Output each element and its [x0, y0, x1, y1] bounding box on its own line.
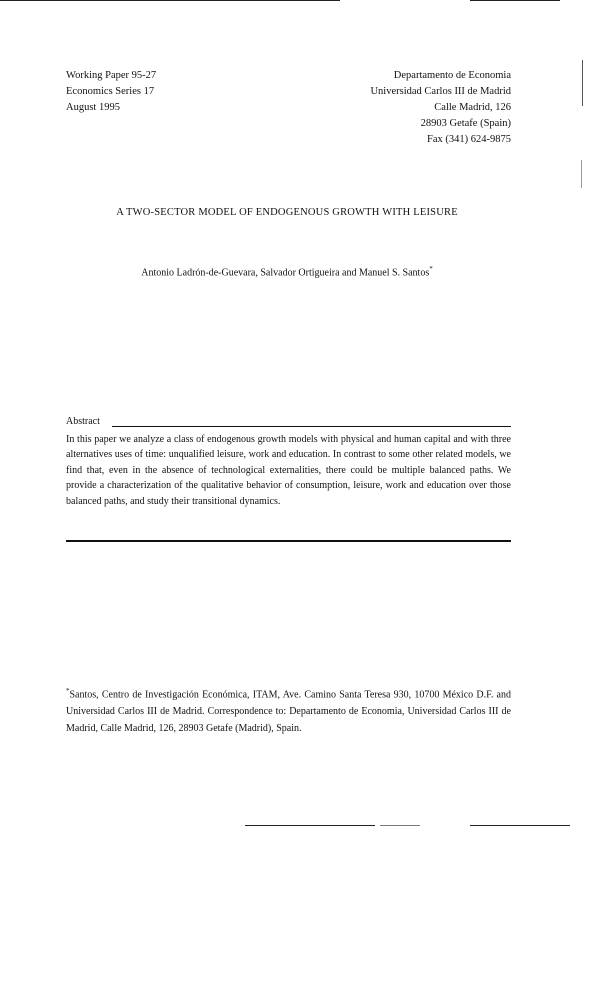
street-address: Calle Madrid, 126 — [434, 102, 511, 113]
abstract-header — [66, 416, 511, 430]
scan-artifact-top-line-right — [470, 0, 560, 1]
institution-address — [370, 68, 511, 148]
fax-number: Fax (341) 624-9875 — [427, 134, 511, 145]
author-footnote — [66, 683, 511, 737]
author-footnote-marker: * — [429, 265, 433, 273]
footnote-text: Santos, Centro de Investigación Económica, ITAM, Ave. Camino Santa Teresa 930, 10700 México D.F. and Universidad Carlos III de Madrid. Correspondence to: Departamento de Economia, Universidad Carlos III de Madrid, Calle Madrid, 126, 28903 Getafe (Madrid), Spain. — [66, 689, 511, 735]
footnote-marker: * — [66, 687, 70, 695]
working-paper-info — [66, 68, 156, 116]
scan-artifact-margin-mark — [582, 60, 583, 106]
department-name: Departamento de Economia — [393, 70, 511, 81]
city-address: 28903 Getafe (Spain) — [420, 118, 511, 129]
scan-artifact-bottom-line — [380, 825, 420, 826]
abstract-label: Abstract — [66, 416, 100, 427]
university-name: Universidad Carlos III de Madrid — [370, 86, 511, 97]
working-paper-number: Working Paper 95-27 — [66, 70, 157, 81]
economics-series: Economics Series 17 — [66, 86, 155, 97]
author-list — [0, 265, 574, 278]
scan-artifact-top-line — [0, 0, 340, 1]
paper-title: A TWO-SECTOR MODEL OF ENDOGENOUS GROWTH WITH LEISURE — [116, 207, 458, 218]
scan-artifact-margin-mark — [581, 160, 582, 188]
paper-date: August 1995 — [66, 102, 120, 113]
scan-artifact-bottom-line — [245, 825, 375, 826]
abstract-bottom-rule — [66, 540, 511, 542]
author-names: Antonio Ladrón-de-Guevara, Salvador Ortigueira and Manuel S. Santos — [141, 267, 430, 279]
abstract-text: In this paper we analyze a class of endogenous growth models with physical and human capital and with three alternatives uses of time: unqualified leisure, work and education. In contrast to some other related models, we find that, even in the absence of technological externalities, there could be multiple balanced paths. We provide a characterization of the qualitative behavior of consumption, leisure, work and education over those balanced paths, and study their transitional dynamics. — [66, 434, 511, 507]
abstract-top-rule — [112, 426, 511, 427]
scan-artifact-bottom-line — [470, 825, 570, 826]
